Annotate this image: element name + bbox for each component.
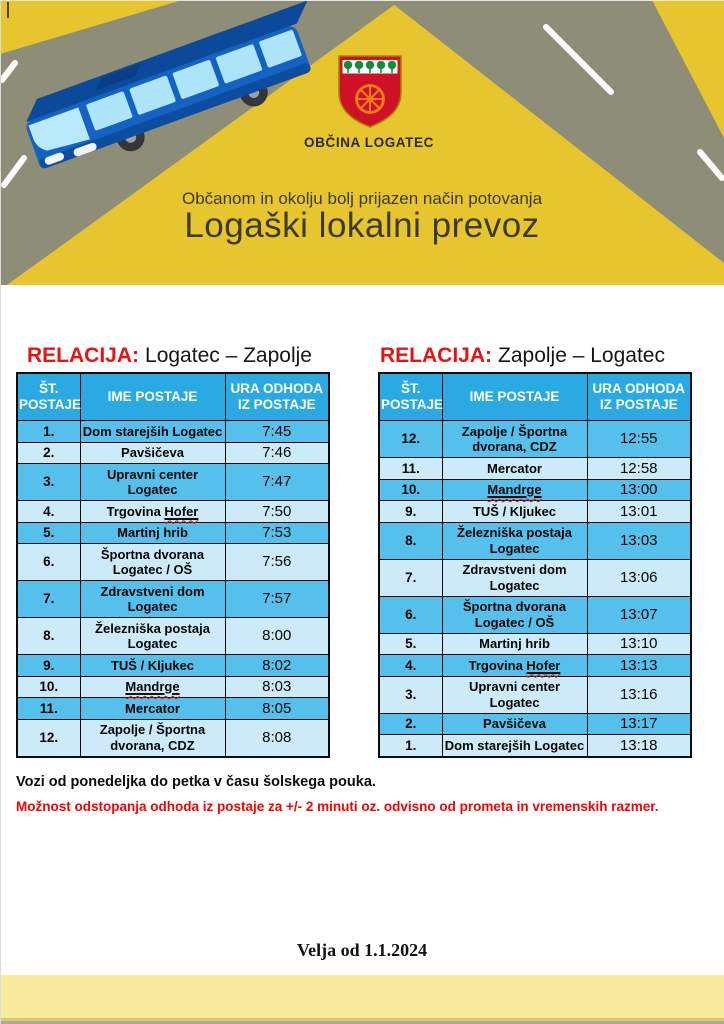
stop-number-cell: 5. — [379, 633, 442, 655]
table-row — [17, 544, 329, 581]
timetable-zapolje-logatec — [378, 372, 692, 758]
departure-time-cell: 7:53 — [225, 522, 329, 544]
departure-time-cell: 13:18 — [587, 735, 691, 757]
stop-number-cell: 1. — [379, 735, 442, 757]
departure-time-cell: 7:47 — [225, 464, 329, 501]
timetable-logatec-zapolje — [16, 372, 330, 758]
table-row — [379, 559, 691, 596]
stop-number-cell: 3. — [379, 676, 442, 713]
stop-name-cell: Športna dvorana Logatec / OŠ — [80, 544, 225, 581]
stop-name-cell: Martinj hrib — [442, 633, 587, 655]
organization-name: OBČINA LOGATEC — [304, 135, 434, 150]
schedule-note: Vozi od ponedeljka do petka v času šolskega pouka. — [16, 774, 376, 790]
stop-number-cell: 7. — [17, 581, 80, 618]
relation-heading-outbound — [27, 344, 312, 368]
table-row — [17, 581, 329, 618]
col-header-stop-name: IME POSTAJE — [442, 373, 587, 421]
stop-number-cell: 2. — [17, 442, 80, 464]
stop-name-cell: Mercator — [80, 698, 225, 720]
departure-time-cell: 8:08 — [225, 719, 329, 757]
page-title: Logaški lokalni prevoz — [184, 206, 540, 245]
stop-name-cell: Športna dvorana Logatec / OŠ — [442, 596, 587, 633]
stop-number-cell: 12. — [17, 719, 80, 757]
header-subtitle: Občanom in okolju bolj prijazen način potovanja — [181, 189, 543, 208]
departure-time-cell: 8:02 — [225, 655, 329, 677]
table-row — [17, 618, 329, 655]
departure-time-cell: 12:55 — [587, 421, 691, 458]
relation-heading-return — [380, 344, 665, 368]
relation-label: RELACIJA: — [27, 344, 140, 367]
table-row — [17, 421, 329, 443]
stop-name-cell: Martinj hrib — [80, 522, 225, 544]
stop-number-cell: 4. — [17, 501, 80, 523]
table-header-row — [379, 373, 691, 421]
table-row — [17, 464, 329, 501]
table-row — [379, 596, 691, 633]
stop-name-cell: Zdravstveni dom Logatec — [80, 581, 225, 618]
table-row — [379, 421, 691, 458]
departure-time-cell: 8:03 — [225, 676, 329, 698]
departure-time-cell: 13:07 — [587, 596, 691, 633]
relation-route: Zapolje – Logatec — [498, 344, 665, 367]
footer-bar — [0, 975, 724, 1021]
table-row — [379, 633, 691, 655]
stop-name-cell: Trgovina Hofer — [80, 501, 225, 523]
stop-name-cell: Trgovina Hofer — [442, 655, 587, 677]
departure-time-cell: 12:58 — [587, 458, 691, 480]
stop-number-cell: 9. — [379, 501, 442, 523]
underlined-word: Hofer — [526, 657, 561, 673]
departure-time-cell: 7:46 — [225, 442, 329, 464]
table-row — [17, 501, 329, 523]
page-edge-left — [0, 0, 1, 1024]
departure-time-cell: 13:03 — [587, 522, 691, 559]
validity-date: Velja od 1.1.2024 — [296, 940, 428, 960]
departure-time-cell: 7:57 — [225, 581, 329, 618]
departure-time-cell: 7:45 — [225, 421, 329, 443]
page-edge-top — [0, 0, 724, 1]
departure-time-cell: 13:16 — [587, 676, 691, 713]
stop-name-cell: Mercator — [442, 458, 587, 480]
departure-time-cell: 13:00 — [587, 479, 691, 501]
table-row — [379, 501, 691, 523]
relation-route: Logatec – Zapolje — [145, 344, 312, 367]
stop-number-cell: 2. — [379, 713, 442, 735]
stop-name-cell: Zdravstveni dom Logatec — [442, 559, 587, 596]
table-row — [17, 655, 329, 677]
stop-number-cell: 4. — [379, 655, 442, 677]
table-row — [379, 522, 691, 559]
table-row — [379, 713, 691, 735]
col-header-departure-time: URA ODHODA IZ POSTAJE — [587, 373, 691, 421]
stop-number-cell: 1. — [17, 421, 80, 443]
stop-name-cell: Zapolje / Športna dvorana, CDZ — [80, 719, 225, 757]
stop-name-cell — [80, 676, 225, 698]
stop-name-cell: Železniška postaja Logatec — [442, 522, 587, 559]
stop-name-cell: Zapolje / Športna dvorana, CDZ — [442, 421, 587, 458]
stop-name-cell: Železniška postaja Logatec — [80, 618, 225, 655]
disclaimer-note: Možnost odstopanja odhoda iz postaje za +/- 2 minuti oz. odvisno od prometa in vremenskih razmer. — [16, 799, 659, 814]
departure-time-cell: 13:10 — [587, 633, 691, 655]
stop-number-cell: 6. — [379, 596, 442, 633]
stop-name-cell — [442, 479, 587, 501]
stop-name-cell: Pavšičeva — [442, 713, 587, 735]
table-row — [17, 719, 329, 757]
departure-time-cell: 13:01 — [587, 501, 691, 523]
departure-time-cell: 7:56 — [225, 544, 329, 581]
stop-number-cell: 3. — [17, 464, 80, 501]
stop-number-cell: 6. — [17, 544, 80, 581]
stop-number-cell: 5. — [17, 522, 80, 544]
underlined-word: Mandrge — [125, 679, 180, 694]
stop-number-cell: 9. — [17, 655, 80, 677]
stop-name-cell: Upravni center Logatec — [442, 676, 587, 713]
stop-name-cell: TUŠ / Kljukec — [442, 501, 587, 523]
table-row — [17, 442, 329, 464]
stop-number-cell: 12. — [379, 421, 442, 458]
stop-number-cell: 7. — [379, 559, 442, 596]
scan-artifact — [7, 2, 9, 18]
stop-number-cell: 10. — [379, 479, 442, 501]
stop-number-cell: 8. — [379, 522, 442, 559]
municipal-coat-of-arms — [336, 52, 404, 130]
col-header-stop-name: IME POSTAJE — [80, 373, 225, 421]
wagon-wheel-icon — [357, 86, 384, 113]
departure-time-cell: 8:05 — [225, 698, 329, 720]
departure-time-cell: 13:17 — [587, 713, 691, 735]
departure-time-cell: 7:50 — [225, 501, 329, 523]
stop-name-cell: TUŠ / Kljukec — [80, 655, 225, 677]
table-row — [379, 676, 691, 713]
table-row — [17, 676, 329, 698]
col-header-stop-number: ŠT. POSTAJE — [17, 373, 80, 421]
table-row — [379, 735, 691, 757]
table-row — [17, 698, 329, 720]
stop-name-cell: Dom starejših Logatec — [442, 735, 587, 757]
stop-name-cell: Pavšičeva — [80, 442, 225, 464]
table-row — [17, 522, 329, 544]
relation-label: RELACIJA: — [380, 344, 493, 367]
stop-number-cell: 10. — [17, 676, 80, 698]
col-header-departure-time: URA ODHODA IZ POSTAJE — [225, 373, 329, 421]
table-row — [379, 479, 691, 501]
stop-name-cell: Upravni center Logatec — [80, 464, 225, 501]
col-header-stop-number: ŠT. POSTAJE — [379, 373, 442, 421]
departure-time-cell: 8:00 — [225, 618, 329, 655]
table-row — [379, 458, 691, 480]
departure-time-cell: 13:13 — [587, 655, 691, 677]
underlined-word: Mandrge — [487, 482, 542, 497]
departure-time-cell: 13:06 — [587, 559, 691, 596]
stop-name-cell: Dom starejših Logatec — [80, 421, 225, 443]
stop-number-cell: 8. — [17, 618, 80, 655]
stop-number-cell: 11. — [379, 458, 442, 480]
table-header-row — [17, 373, 329, 421]
underlined-word: Hofer — [164, 503, 199, 519]
stop-number-cell: 11. — [17, 698, 80, 720]
table-row — [379, 655, 691, 677]
